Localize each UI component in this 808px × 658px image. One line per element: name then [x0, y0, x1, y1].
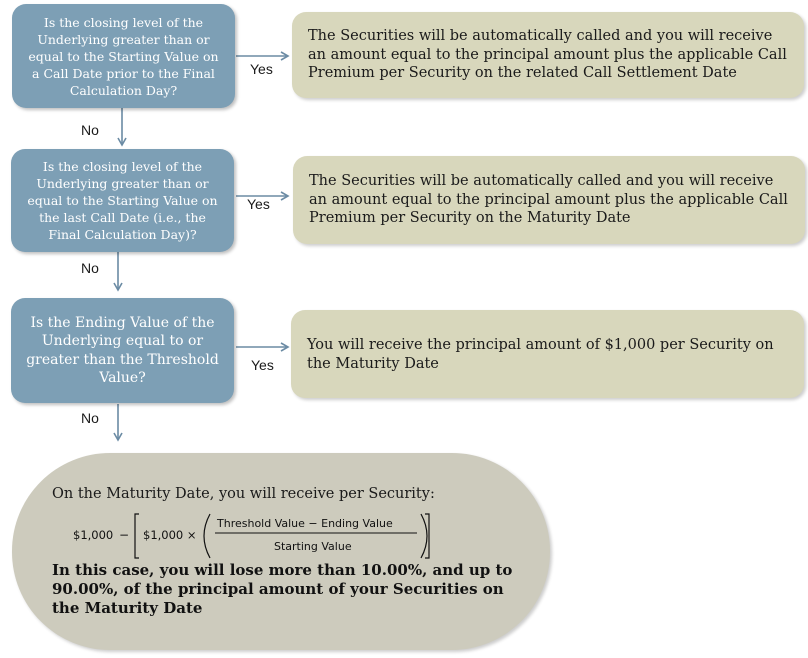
question-1-line: Underlying greater than or — [37, 31, 210, 47]
formula-left-bracket — [135, 514, 139, 558]
question-2-line: Underlying greater than or — [36, 176, 209, 191]
yes-label-1: Yes — [250, 61, 273, 77]
question-box-2 — [11, 149, 234, 252]
answer-box-3 — [291, 310, 804, 398]
question-2-line: equal to the Starting Value on — [27, 193, 218, 208]
answer-box-1 — [292, 12, 804, 98]
question-3-line: Underlying equal to or — [41, 333, 204, 349]
no-label-3: No — [81, 410, 99, 426]
answer-1-text: The Securities will be automatically called and you will receive an amount equal to the principal amount plus the applicable Call Premium per Security on the related Call Settlement Date — [308, 28, 787, 82]
yes-label-3: Yes — [251, 357, 274, 373]
formula-right-paren — [421, 514, 427, 558]
question-2-line: Final Calculation Day)? — [48, 227, 197, 242]
answer-box-2 — [293, 156, 805, 244]
answer-3-text: You will receive the principal amount of $1,000 per Security on the Maturity Date — [307, 337, 774, 372]
formula-minus: − — [119, 528, 130, 542]
question-box-1 — [12, 4, 235, 108]
question-1-line: equal to the Starting Value on — [28, 48, 219, 64]
question-1-line: Is the closing level of the — [43, 14, 204, 30]
question-1-line: Calculation Day? — [69, 82, 178, 98]
question-3-line: greater than the Threshold — [26, 351, 219, 368]
formula-numerator: Threshold Value − Ending Value — [217, 517, 393, 530]
formula-principal: $1,000 — [73, 528, 114, 542]
no-label-1: No — [81, 122, 99, 138]
answer-2-text: The Securities will be automatically called and you will receive an amount equal to the principal amount plus the applicable Call Premium per Security on the Maturity Date — [309, 173, 788, 227]
question-3-line: Value? — [99, 370, 146, 386]
question-1-line: a Call Date prior to the Final — [32, 65, 215, 81]
final-outcome-box — [12, 453, 550, 650]
final-conclusion-text: In this case, you will lose more than 10.00%, and up to 90.00%, of the principal amount of your Securities on the Maturity Date — [52, 561, 513, 617]
question-2-line: Is the closing level of the — [42, 159, 203, 174]
question-3-line: Is the Ending Value of the — [30, 314, 215, 331]
formula-multiplier: $1,000 × — [143, 528, 197, 542]
yes-label-2: Yes — [247, 196, 270, 212]
formula-left-paren — [204, 514, 210, 558]
formula-denominator: Starting Value — [274, 540, 352, 553]
final-intro-text: On the Maturity Date, you will receive per Security: — [52, 486, 435, 502]
question-2-line: the last Call Date (i.e., the — [39, 210, 206, 225]
question-box-3 — [11, 298, 234, 403]
payout-formula — [67, 510, 487, 562]
no-label-2: No — [81, 260, 99, 276]
